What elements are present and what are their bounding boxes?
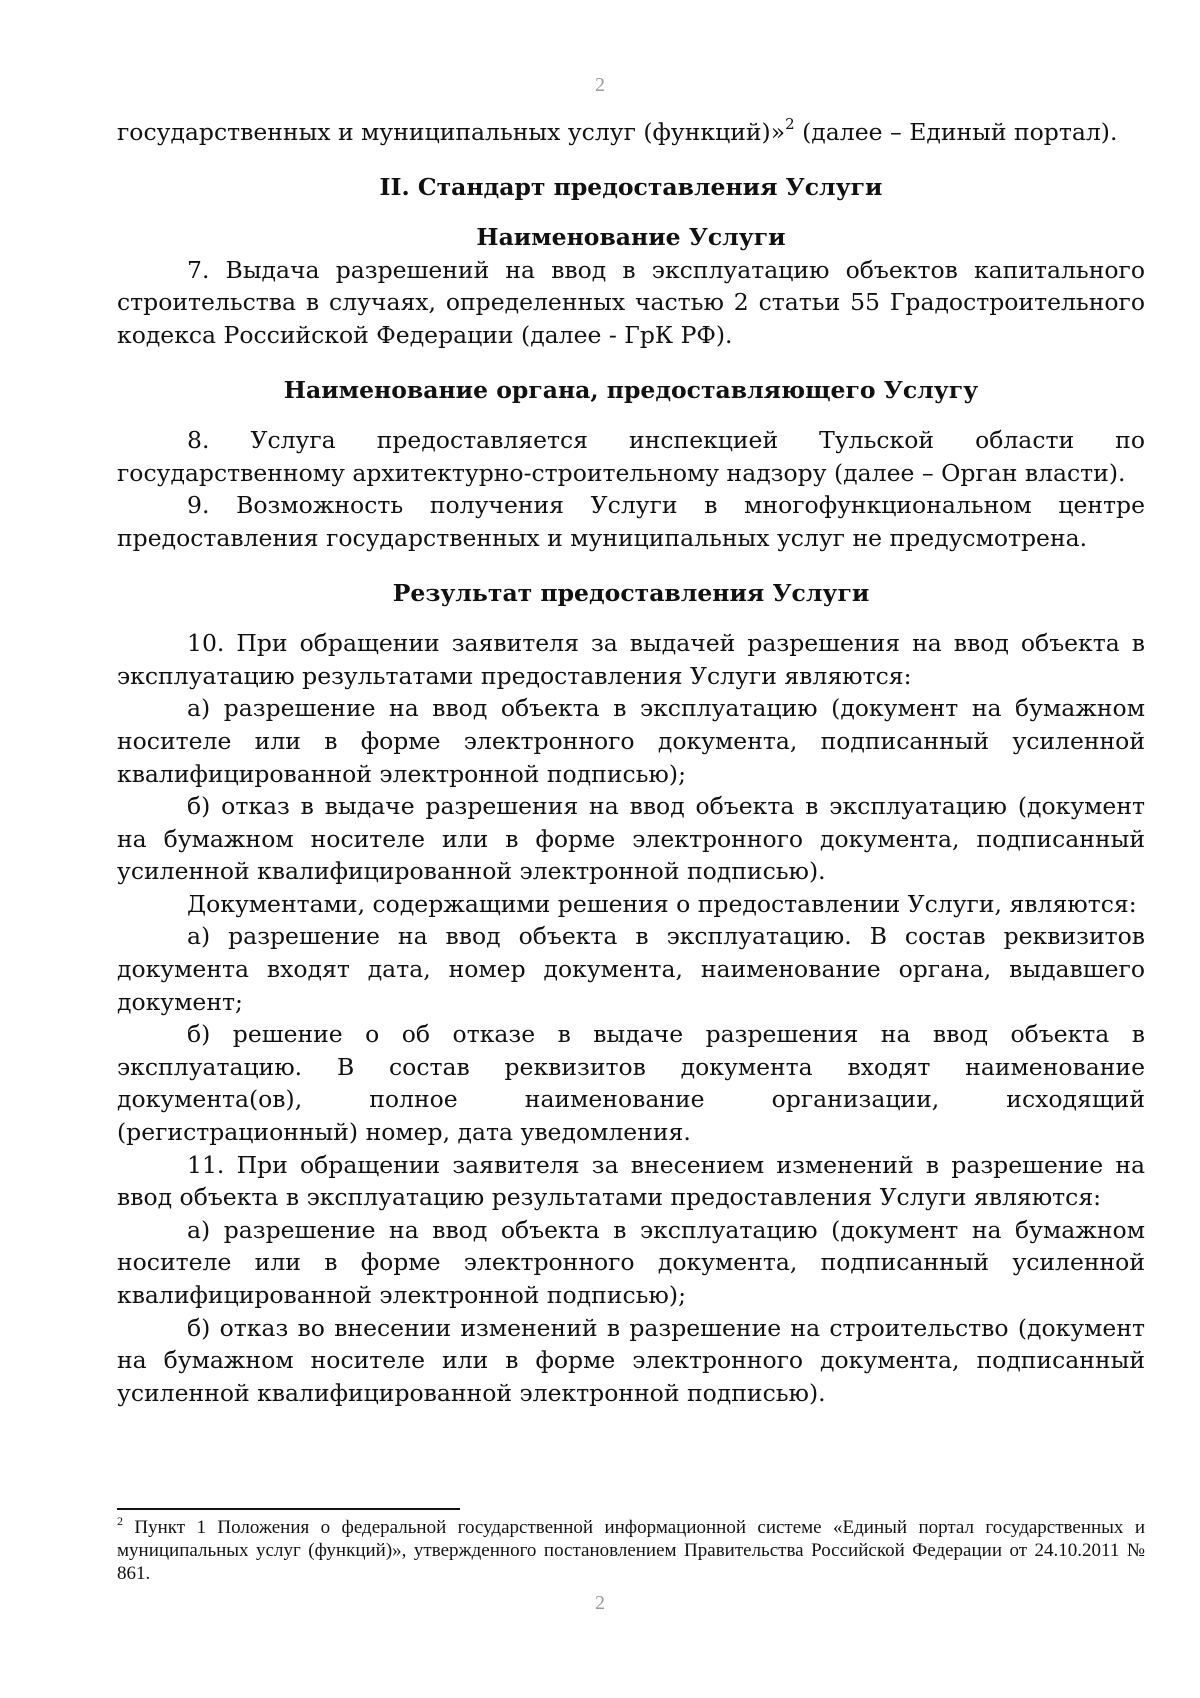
- footnote-number: 2: [117, 1513, 123, 1528]
- footnote-ref[interactable]: 2: [785, 115, 795, 134]
- paragraph-10b: б) отказ в выдаче разрешения на ввод объекта в эксплуатацию (документ на бумажном носителе или в форме электронного документа, подписанный усиленной квалифицированной электронной подписью).: [117, 792, 1145, 886]
- page-number-top: 2: [595, 74, 605, 96]
- paragraph-docs-a: а) разрешение на ввод объекта в эксплуатацию. В состав реквизитов документа входят дата, номер документа, наименование органа, выдавшего документ;: [117, 922, 1145, 1016]
- paragraph-9: 9. Возможность получения Услуги в многофункциональном центре предоставления государственных и муниципальных услуг не предусмотрена.: [117, 491, 1145, 552]
- paragraph-docs-b: б) решение о об отказе в выдаче разрешения на ввод объекта в эксплуатацию. В состав реквизитов документа входят наименование документа(ов), полное наименование организации, исходящий (регистрационный) номер, дата уведомления.: [117, 1020, 1145, 1147]
- intro-text-end: (далее – Единый портал).: [794, 118, 1118, 146]
- heading-result: Результат предоставления Услуги: [392, 578, 870, 607]
- section-title: II. Стандарт предоставления Услуги: [379, 172, 883, 201]
- intro-line: [117, 116, 1145, 149]
- paragraph-7: 7. Выдача разрешений на ввод в эксплуатацию объектов капитального строительства в случаях, определенных частью 2 статьи 55 Градостроительного кодекса Российской Федерации (далее - ГрК РФ).: [117, 255, 1145, 349]
- heading-organ: Наименование органа, предоставляющего Услугу: [283, 375, 979, 404]
- footnote: [117, 1513, 1145, 1585]
- paragraph-11a: а) разрешение на ввод объекта в эксплуатацию (документ на бумажном носителе или в форме электронного документа, подписанный усиленной квалифицированной электронной подписью);: [117, 1215, 1145, 1309]
- paragraph-docs: Документами, содержащими решения о предоставлении Услуги, являются:: [187, 889, 1137, 918]
- footnote-divider: [117, 1508, 460, 1510]
- intro-text: государственных и муниципальных услуг (функций)»: [117, 118, 786, 146]
- footnote-text: Пункт 1 Положения о федеральной государственной информационной системе «Единый портал государственных и муниципальных услуг (функций)», утвержденного постановлением Правительства Российской Федерации от 24.10.2011 № 861.: [117, 1517, 1145, 1584]
- page-content: [117, 116, 1145, 1409]
- paragraph-8: 8. Услуга предоставляется инспекцией Тульской области по государственному архитектурно-строительному надзору (далее – Орган власти).: [117, 426, 1145, 487]
- heading-service-name: Наименование Услуги: [476, 223, 786, 252]
- paragraph-11b: б) отказ во внесении изменений в разрешение на строительство (документ на бумажном носителе или в форме электронного документа, подписанный усиленной квалифицированной электронной подписью).: [117, 1313, 1145, 1407]
- paragraph-11: 11. При обращении заявителя за внесением изменений в разрешение на ввод объекта в эксплуатацию результатами предоставления Услуги являются:: [117, 1150, 1145, 1212]
- paragraph-10a: а) разрешение на ввод объекта в эксплуатацию (документ на бумажном носителе или в форме электронного документа, подписанный усиленной квалифицированной электронной подписью);: [117, 694, 1145, 788]
- page-number-bottom: 2: [595, 1592, 605, 1614]
- paragraph-10: 10. При обращении заявителя за выдачей разрешения на ввод объекта в эксплуатацию результатами предоставления Услуги являются:: [117, 629, 1145, 690]
